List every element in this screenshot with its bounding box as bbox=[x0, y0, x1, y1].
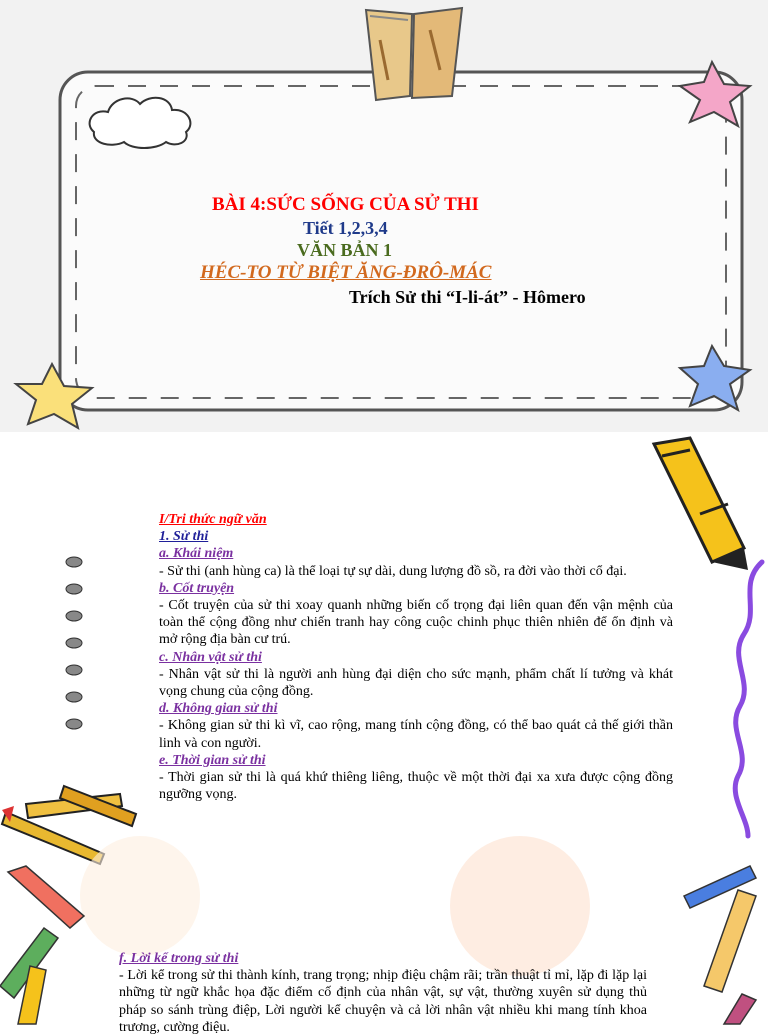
text-number-label: VĂN BẢN 1 bbox=[297, 240, 393, 260]
plot-heading: b. Cốt truyện bbox=[159, 580, 235, 596]
time-text: - Thời gian sử thi là quá khứ thiêng liêng, thuộc về một thời đại xa xưa được cộng đồng ngưỡng vọng. bbox=[159, 770, 673, 803]
bullet-list-markers bbox=[64, 554, 84, 734]
source-label: Trích Sử thi “I-li-át” - Hômero bbox=[349, 287, 586, 307]
slide-frame-decoration bbox=[0, 0, 768, 432]
subsection-heading: 1. Sử thi bbox=[159, 529, 209, 545]
work-title: HÉC-TO TỪ BIỆT ĂNG-ĐRÔ-MÁC bbox=[200, 262, 492, 283]
soft-peach-blob bbox=[80, 836, 200, 956]
narration-slide bbox=[0, 866, 768, 1035]
space-heading: d. Không gian sử thi bbox=[159, 701, 278, 717]
squiggle-line bbox=[735, 562, 762, 836]
concept-text: - Sử thi (anh hùng ca) là thể loại tự sự dài, dung lượng đồ sồ, ra đời vào thời cổ đại. bbox=[159, 563, 627, 579]
knowledge-text-block bbox=[159, 511, 673, 803]
title-slide bbox=[0, 0, 768, 432]
crayons-right-icon bbox=[684, 866, 756, 1024]
book-icon bbox=[366, 8, 462, 100]
lesson-title: BÀI 4:SỨC SỐNG CỦA SỬ THI bbox=[212, 194, 479, 215]
narration-text: - Lời kể trong sử thi thành kính, trang trọng; nhịp điệu chậm rãi; trần thuật tỉ mỉ, lặp đi lặp lại những từ ngữ khắc họa đặc điểm cố định của nhân vật, sự vật, thường xuyên sử dụng thủ pháp so sánh trùng điệp, Lời người kể chuyện và cả lời nhân vật nhiều khi mang tính khoa trương, cường điệu. bbox=[119, 968, 647, 1035]
narration-text-block bbox=[119, 950, 647, 1036]
space-text: - Không gian sử thi kì vĩ, cao rộng, mang tính cộng đồng, có thể bao quát cả thế giới thần linh và con người. bbox=[159, 718, 673, 751]
character-text: - Nhân vật sử thi là người anh hùng đại diện cho sức mạnh, phẩm chất lí tưởng và khát vọng chung của cộng đồng. bbox=[159, 666, 673, 700]
plot-text: - Cốt truyện của sử thi xoay quanh những biến cố trọng đại liên quan đến vận mệnh của toàn thể cộng đồng như chiến tranh hay công cuộc chinh phục thiên nhiên để ổn định và mở rộng địa bàn cư trú. bbox=[159, 598, 673, 648]
section-heading: I/Tri thức ngữ văn bbox=[159, 512, 267, 527]
time-heading: e. Thời gian sử thi bbox=[159, 752, 266, 768]
periods-label: Tiết 1,2,3,4 bbox=[303, 218, 388, 238]
character-heading: c. Nhân vật sử thi bbox=[159, 649, 262, 665]
narration-heading: f. Lời kể trong sử thi bbox=[119, 951, 239, 966]
knowledge-slide bbox=[0, 434, 768, 864]
concept-heading: a. Khái niệm bbox=[159, 546, 234, 562]
crayons-left-icon bbox=[0, 866, 84, 1024]
